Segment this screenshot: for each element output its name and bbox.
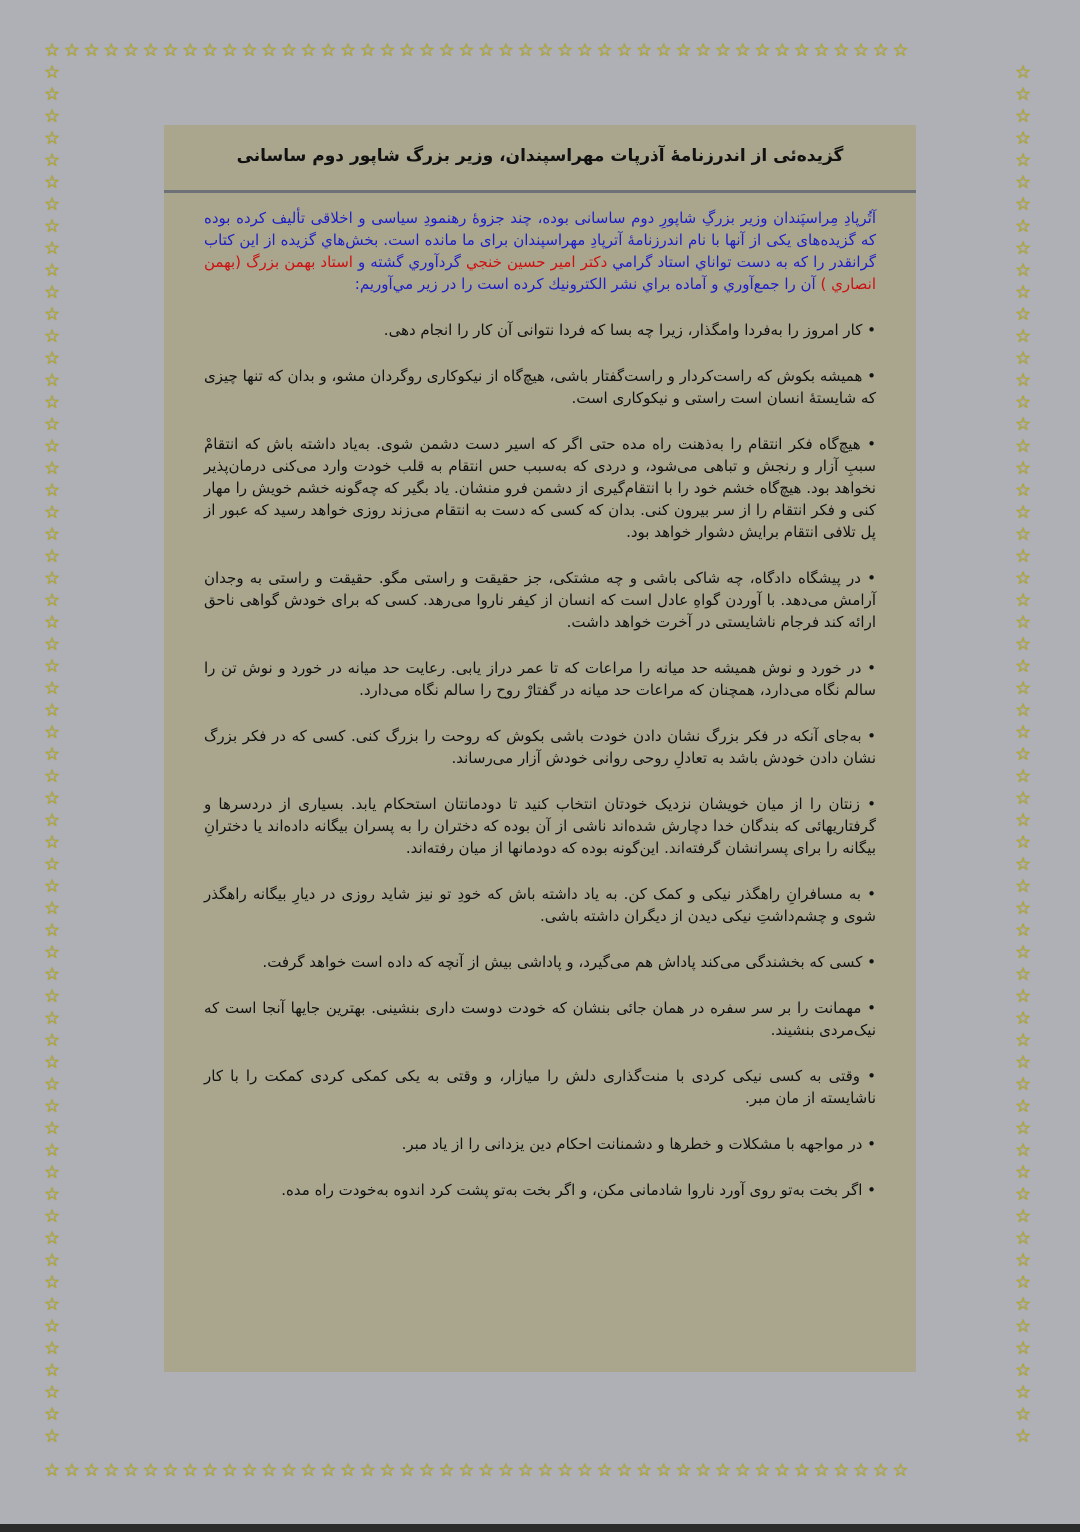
advice-item-10: • مهمانت را بر سر سفره در همان جائی بنشان که خودت دوست داری بنشینی. بهترین جایها آنجا است که نیک‌مردی بنشیند. xyxy=(204,999,876,1039)
advice-item-1: • کار امروز را به‌فردا وامگذار، زیرا چه بسا که فردا نتوانی آن کار را انجام دهی. xyxy=(383,321,876,339)
intro-text-3: آن را جمع‌آوري و آماده براي نشر الكترونيك كرده است را در زير مي‌آوريم: xyxy=(354,275,821,293)
star-border-top: ☆ ☆ ☆ ☆ ☆ ☆ ☆ ☆ ☆ ☆ ☆ ☆ ☆ ☆ ☆ ☆ ☆ ☆ ☆ ☆ ☆ ☆ ☆ ☆ ☆ ☆ ☆ ☆ ☆ ☆ ☆ ☆ ☆ ☆ ☆ ☆ ☆ ☆ ☆ ☆ ☆ ☆ ☆ ☆ xyxy=(44,40,909,61)
advice-item-6: • به‌جای آنکه در فکر بزرگ نشان دادن خودت باشی بکوش که روحت را بزرگ کنی. کسی که در فکر بزرگ نشان دادن خودش باشد به تعادلِ روحی روانی خودش آزار می‌رساند. xyxy=(204,727,876,767)
star-border-left: ☆ ☆ ☆ ☆ ☆ ☆ ☆ ☆ ☆ ☆ ☆ ☆ ☆ ☆ ☆ ☆ ☆ ☆ ☆ ☆ ☆ ☆ ☆ ☆ ☆ ☆ ☆ ☆ ☆ ☆ ☆ ☆ ☆ ☆ ☆ ☆ ☆ ☆ ☆ ☆ ☆ ☆ ☆ ☆ ☆ ☆ ☆ ☆ ☆ ☆ ☆ ☆ ☆ ☆ ☆ ☆ ☆ ☆ ☆ ☆ ☆ ☆ ☆ xyxy=(44,62,61,1447)
advice-item-12: • در مواجهه با مشکلات و خطرها و دشمنانت احکام دین یزدانی را از یاد مبر. xyxy=(401,1135,876,1153)
article-content xyxy=(164,193,916,1201)
author-name-highlight: دكتر امير حسين خنجي xyxy=(465,253,608,271)
advice-item-2: • همیشه بکوش که راست‌کردار و راست‌گفتار باشی، هیچ‌گاه از نیکوکاری روگردان مشو، و بدان که تنها چیزی که شایستهٔ انسان است راستی و نیکوکاری است. xyxy=(204,367,876,407)
article-panel xyxy=(164,125,916,1372)
advice-item-11: • وقتی به کسی نیکی کردی با منت‌گذاری دلش را میازار، و وقتی به یکی کمکی کردی کمکت را با کار ناشایسته از مان مبر. xyxy=(204,1067,876,1107)
editor-name-highlight: استاد بهمن بزرگ (بهمن انصاري ) xyxy=(204,253,876,293)
advice-item-7: • زنتان را از میان خویشان نزدیک خودتان انتخاب کنید تا دودمانتان استحکام یابد. بسیاری از دردسرها و گرفتاریهائی که بندگان خدا دچارش شده‌اند ناشی از آن بوده که دختران را به پسران بیگانه داده‌اند یا دخترانِ بیگانه را برای پسرانشان گرفته‌اند. این‌گونه بوده که دودمانها از میان رفته‌اند. xyxy=(204,795,876,857)
title-bar xyxy=(164,125,916,187)
advice-item-8: • به مسافرانِ راهگذر نیکی و کمک کن. به یاد داشته باش که خودِ تو نیز شاید روزی در دیارِ بیگانه راهگذر شوی و چشم‌داشتِ نیکی دیدن از دیگران داشته باشی. xyxy=(204,885,876,925)
advice-item-3: • هیچ‌گاه فکر انتقام را به‌ذهنت راه مده حتی اگر که اسیر دست دشمن شوی. به‌یاد داشته باش که انتقامْ سببِ آزار و رنجش و تباهی می‌شود، و دردی که به‌سبب حس انتقام به قلب خودت وارد می‌کنی درمان‌پذیر نخواهد بود. هیچ‌گاه خشم خود را با انتقام‌گیری از دشمن فرو منشان. یاد بگیر که چه‌گونه خشم خویش را مهار کنی و فکر انتقام را از سر بیرون کنی. بدان که کسی که دست به انتقام می‌زند روزی خواهد رسید که عبور از پل تلافی انتقام برایش دشوار خواهد بود. xyxy=(204,435,876,541)
advice-item-4: • در پیشگاه دادگاه، چه شاکی باشی و چه مشتکی، جز حقیقت و راستی مگو. حقیقت و راستی به وجدان آرامش می‌دهد. با آوردن گواهِ عادل است که انسان از کیفر ناروا می‌رهد. کسی که برای خودش گواهی ناحق ارائه کند فرجام ناشایستی در آخرت خواهد داشت. xyxy=(204,569,876,631)
star-border-right: ☆ ☆ ☆ ☆ ☆ ☆ ☆ ☆ ☆ ☆ ☆ ☆ ☆ ☆ ☆ ☆ ☆ ☆ ☆ ☆ ☆ ☆ ☆ ☆ ☆ ☆ ☆ ☆ ☆ ☆ ☆ ☆ ☆ ☆ ☆ ☆ ☆ ☆ ☆ ☆ ☆ ☆ ☆ ☆ ☆ ☆ ☆ ☆ ☆ ☆ ☆ ☆ ☆ ☆ ☆ ☆ ☆ ☆ ☆ ☆ ☆ ☆ ☆ xyxy=(1015,62,1032,1447)
article-title: گزیده‌ئی از اندرزنامهٔ آذرپات مهراسپندان، وزیر بزرگ شاپور دوم ساسانی xyxy=(236,146,844,166)
intro-text-1: آتُرپادِ مِراسپَندان وزیر بزرگِ شاپورِ دوم ساسانی بوده، چند جزوهٔ رهنمودِ سیاسی و اخلاقی تألیف کرده بوده که گزیده‌های یکی از آنها با نام اندرزنامهٔ آترپادِ مهراسپندان برای ما مانده است. بخش‌هاي گزيده از اين كتاب گرانقدر را كه به دست تواناي استاد گرامي xyxy=(204,209,877,271)
advice-item-9: • کسی که بخشندگی می‌کند پاداش هم می‌گیرد، و پاداشی بیش از آنچه که داده است خواهد گرفت. xyxy=(262,953,876,971)
advice-item-13: • اگر بخت به‌تو روی آورد ناروا شادمانی مکن، و اگر بخت به‌تو پشت کرد اندوه به‌خودت راه مده. xyxy=(281,1181,876,1199)
bottom-bar xyxy=(0,1524,1080,1532)
advice-item-5: • در خورد و نوش همیشه حد میانه را مراعات که تا عمر دراز یابی. رعایت حد میانه در خورد و نوش تن را سالم نگاه می‌دارد، همچنان که مراعات حد میانه در گفتارْ روح را سالم نگاه می‌دارد. xyxy=(204,659,876,699)
intro-text-2: گردآوري گشته و xyxy=(352,253,466,271)
star-border-bottom: ☆ ☆ ☆ ☆ ☆ ☆ ☆ ☆ ☆ ☆ ☆ ☆ ☆ ☆ ☆ ☆ ☆ ☆ ☆ ☆ ☆ ☆ ☆ ☆ ☆ ☆ ☆ ☆ ☆ ☆ ☆ ☆ ☆ ☆ ☆ ☆ ☆ ☆ ☆ ☆ ☆ ☆ ☆ ☆ xyxy=(44,1460,909,1481)
intro-paragraph xyxy=(204,207,876,295)
